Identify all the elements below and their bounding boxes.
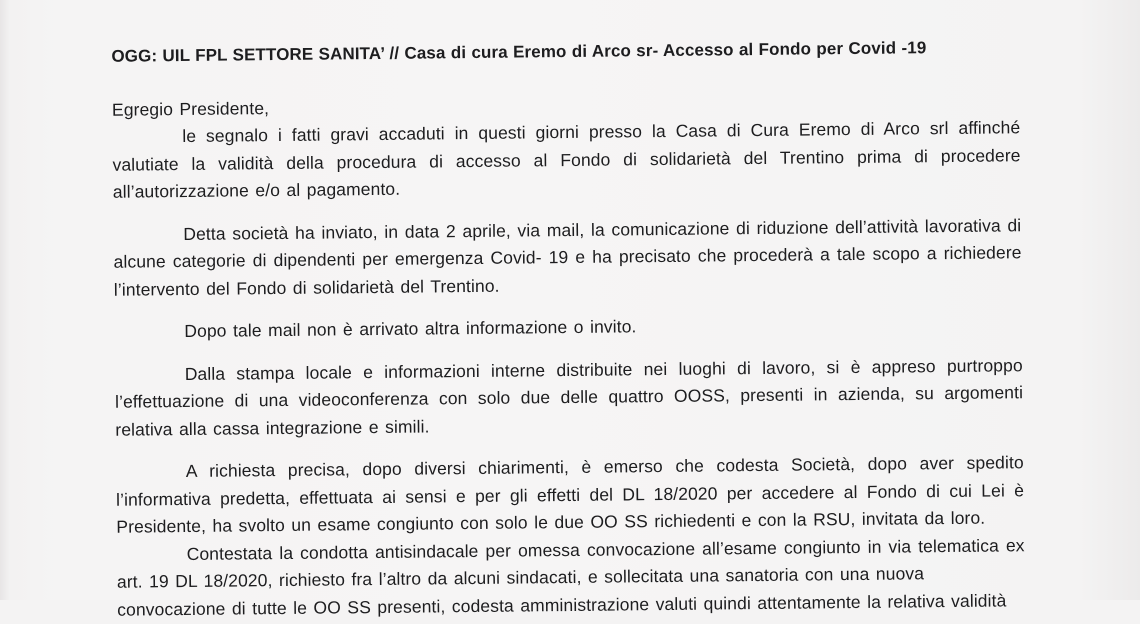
paragraph-a-richiesta: A richiesta precisa, dopo diversi chiarimenti, è emerso che codesta Società, dopo aver spedito l’informativa predetta, effettuata ai sensi e per gli effetti del DL 18/2020 per accedere al Fondo di cui Lei è Presidente, ha svolto un esame congiunto con solo le due OO SS richiedenti e con la RSU, invitata da loro. bbox=[115, 452, 1025, 537]
paragraph-dalla-stampa: Dalla stampa locale e informazioni interne distribuite nei luoghi di lavoro, si è appreso purtroppo l’effettuazione di una videoconferenza con solo due delle quattro OOSS, presenti in azienda, su argomenti relativa alla cassa integrazione e simili. bbox=[114, 354, 1024, 440]
paragraph-dopo-tale-mail: Dopo tale mail non è arrivato altra informazione o invito. bbox=[184, 316, 637, 342]
subject-line: OGG: UIL FPL SETTORE SANITA’ // Casa di cura Eremo di Arco sr- Accesso al Fondo per Covid -19 bbox=[111, 38, 927, 66]
paragraph-contestata-condotta: Contestata la condotta antisindacale per omessa convocazione all’esame congiunto in via telematica ex art. 19 DL 18/2020, richiesto fra l’altro da alcuni sindacati, e sollecitata una sanatoria con una nuova bbox=[116, 534, 1025, 592]
paragraph-segnalo-fatti: le segnalo i fatti gravi accaduti in questi giorni presso la Casa di Cura Eremo di Arco srl affinché valutiate la validità della procedura di accesso al Fondo di solidarietà del Trentino prima di procedere all’autorizzazione e/o al pagamento. bbox=[112, 117, 1021, 202]
paragraph-detta-societa: Detta società ha inviato, in data 2 aprile, via mail, la comunicazione di riduzione dell’attività lavorativa di alcune categorie di dipendenti per emergenza Covid- 19 e ha precisato che procederà a tale scopo a richiedere l’intervento del Fondo di solidarietà del Trentino. bbox=[113, 214, 1022, 300]
clipped-line: convocazione di tutte le OO SS presenti, codesta amministrazione valuti quindi attentamente la relativa validità bbox=[117, 589, 1007, 620]
letter-body bbox=[111, 33, 1025, 623]
salutation: Egregio Presidente, bbox=[111, 97, 270, 120]
